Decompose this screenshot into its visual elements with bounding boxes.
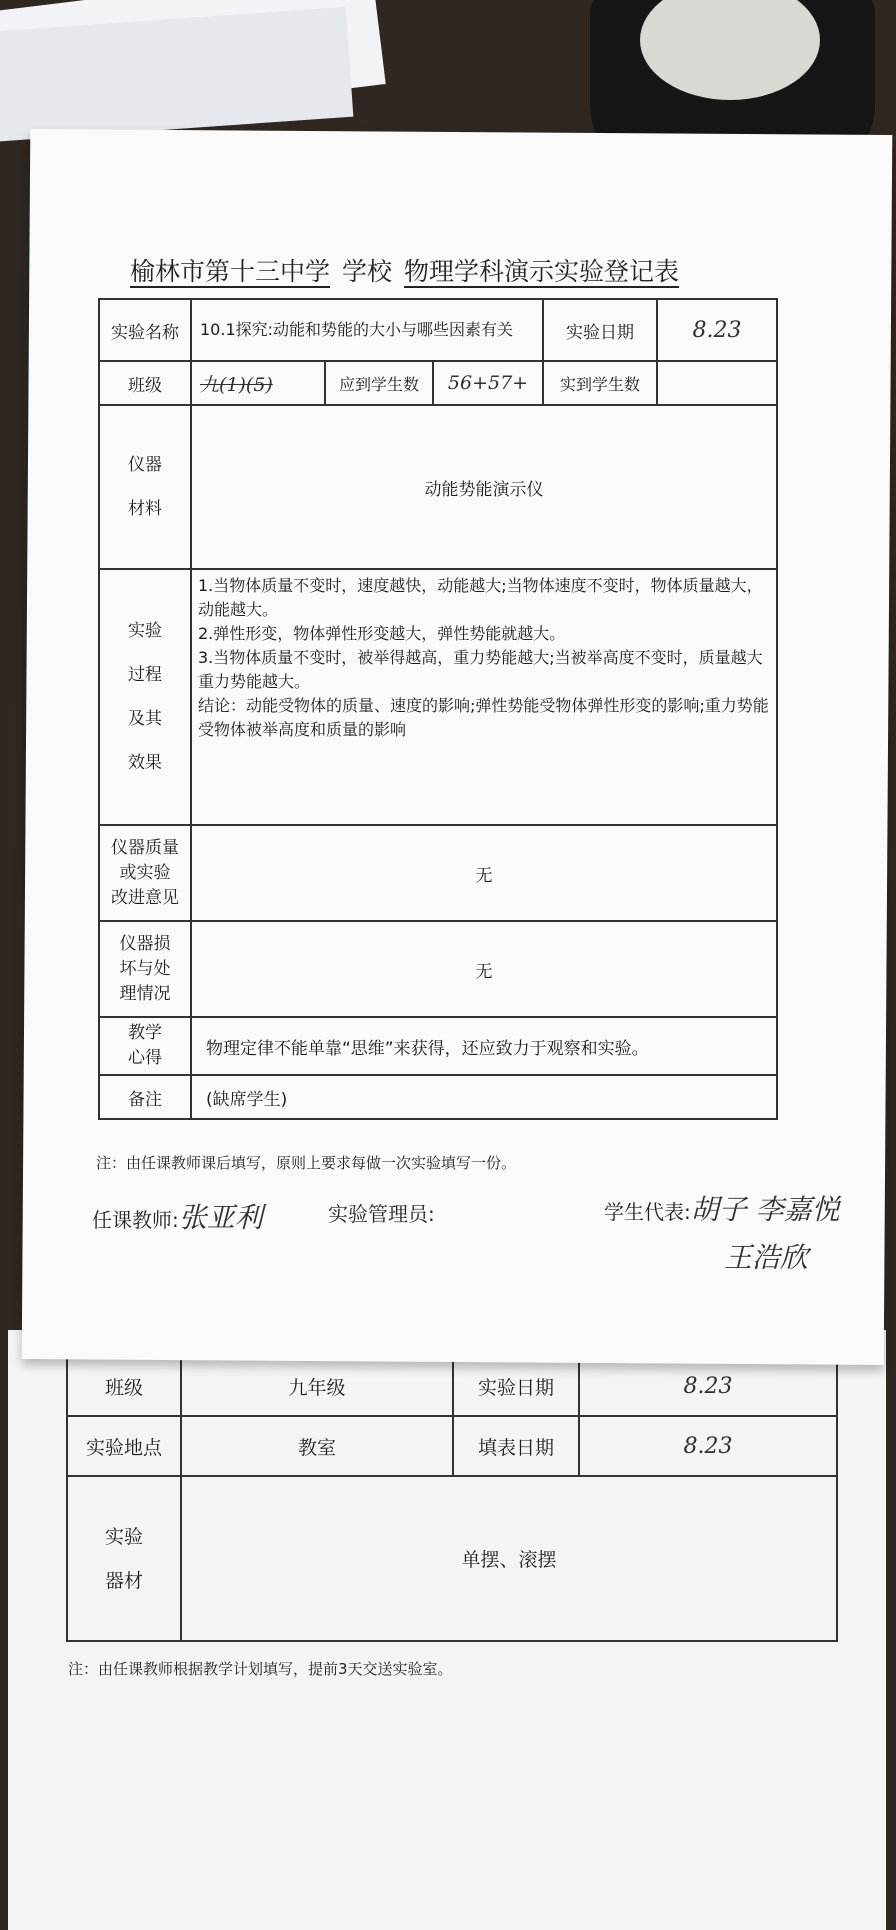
- process-line: 2.弹性形变，物体弹性形变越大，弹性势能就越大。: [198, 624, 566, 643]
- quality-label: 仪器质量 或实验 改进意见: [99, 825, 191, 921]
- actual-value: [657, 361, 777, 405]
- expected-value: 56+57+: [433, 361, 543, 405]
- schedule-footnote: 注：由任课教师根据教学计划填写，提前3天交送实验室。: [68, 1660, 453, 1678]
- exp-name-value: 10.1探究:动能和势能的大小与哪些因素有关: [191, 299, 543, 361]
- teaching-value: 物理定律不能单靠“思维”来获得，还应致力于观察和实验。: [191, 1017, 777, 1075]
- title-subject: 物理学科演示实验登记表: [404, 257, 680, 286]
- exp-date-label: 实验日期: [543, 299, 657, 361]
- exp-date-label-2: 实验日期: [453, 1356, 579, 1416]
- process-line: 结论：动能受物体的质量、速度的影响;弹性势能受物体弹性形变的影响;重力势能受物体被举高度和质量的影响: [198, 696, 769, 739]
- process-line: 3.当物体质量不变时，被举得越高，重力势能越大;当被举高度不变时，质量越大重力势能越大。: [198, 648, 763, 691]
- teaching-label: 教学 心得: [99, 1017, 191, 1075]
- form-title: [130, 252, 679, 288]
- exp-date-value: 8.23: [657, 299, 777, 361]
- remark-label: 备注: [99, 1075, 191, 1119]
- student-rep-signature: [604, 1188, 840, 1228]
- process-line: 1.当物体质量不变时，速度越快，动能越大;当物体速度不变时，物体质量越大，动能越大。: [198, 576, 763, 619]
- background-paper-2: [0, 7, 353, 143]
- fill-date-value: 8.23: [579, 1416, 837, 1476]
- admin-label: 实验管理员:: [328, 1202, 435, 1226]
- class-value-2: 九年级: [181, 1356, 453, 1416]
- schedule-table: [66, 1355, 838, 1642]
- damage-value: 无: [191, 921, 777, 1017]
- class-label-2: 班级: [67, 1356, 181, 1416]
- damage-label: 仪器损 坏与处 理情况: [99, 921, 191, 1017]
- student-rep-label: 学生代表:: [604, 1200, 691, 1224]
- record-table: [98, 298, 778, 1120]
- instrument-label: 仪器 材料: [99, 405, 191, 569]
- admin-signature: [328, 1198, 435, 1227]
- quality-value: 无: [191, 825, 777, 921]
- exp-name-label: 实验名称: [99, 299, 191, 361]
- fill-date-label: 填表日期: [453, 1416, 579, 1476]
- instrument-value: 动能势能演示仪: [191, 405, 777, 569]
- expected-label: 应到学生数: [325, 361, 433, 405]
- equipment-value: 单摆、滚摆: [181, 1476, 837, 1641]
- student-rep-signature-2: [724, 1236, 808, 1276]
- teacher-label: 任课教师:: [92, 1208, 179, 1232]
- process-label: 实验 过程 及其 效果: [99, 569, 191, 825]
- record-footnote: 注：由任课教师课后填写，原则上要求每做一次实验填写一份。: [96, 1154, 517, 1172]
- teacher-value: 张亚利: [178, 1201, 263, 1234]
- class-value: 九(1)(5): [191, 361, 325, 405]
- title-word-school: 学校: [342, 257, 393, 286]
- location-label: 实验地点: [67, 1416, 181, 1476]
- remark-value: (缺席学生): [191, 1075, 777, 1119]
- exp-date-value-2: 8.23: [579, 1356, 837, 1416]
- actual-label: 实到学生数: [543, 361, 657, 405]
- location-value: 教室: [181, 1416, 453, 1476]
- student-rep-value-1: 胡子 李嘉悦: [690, 1193, 840, 1226]
- teacher-signature: [92, 1196, 263, 1236]
- class-label: 班级: [99, 361, 191, 405]
- student-rep-value-2: 王浩欣: [724, 1241, 809, 1274]
- equipment-label: 实验 器材: [67, 1476, 181, 1641]
- process-value: [191, 569, 777, 825]
- title-school: 榆林市第十三中学: [130, 257, 331, 286]
